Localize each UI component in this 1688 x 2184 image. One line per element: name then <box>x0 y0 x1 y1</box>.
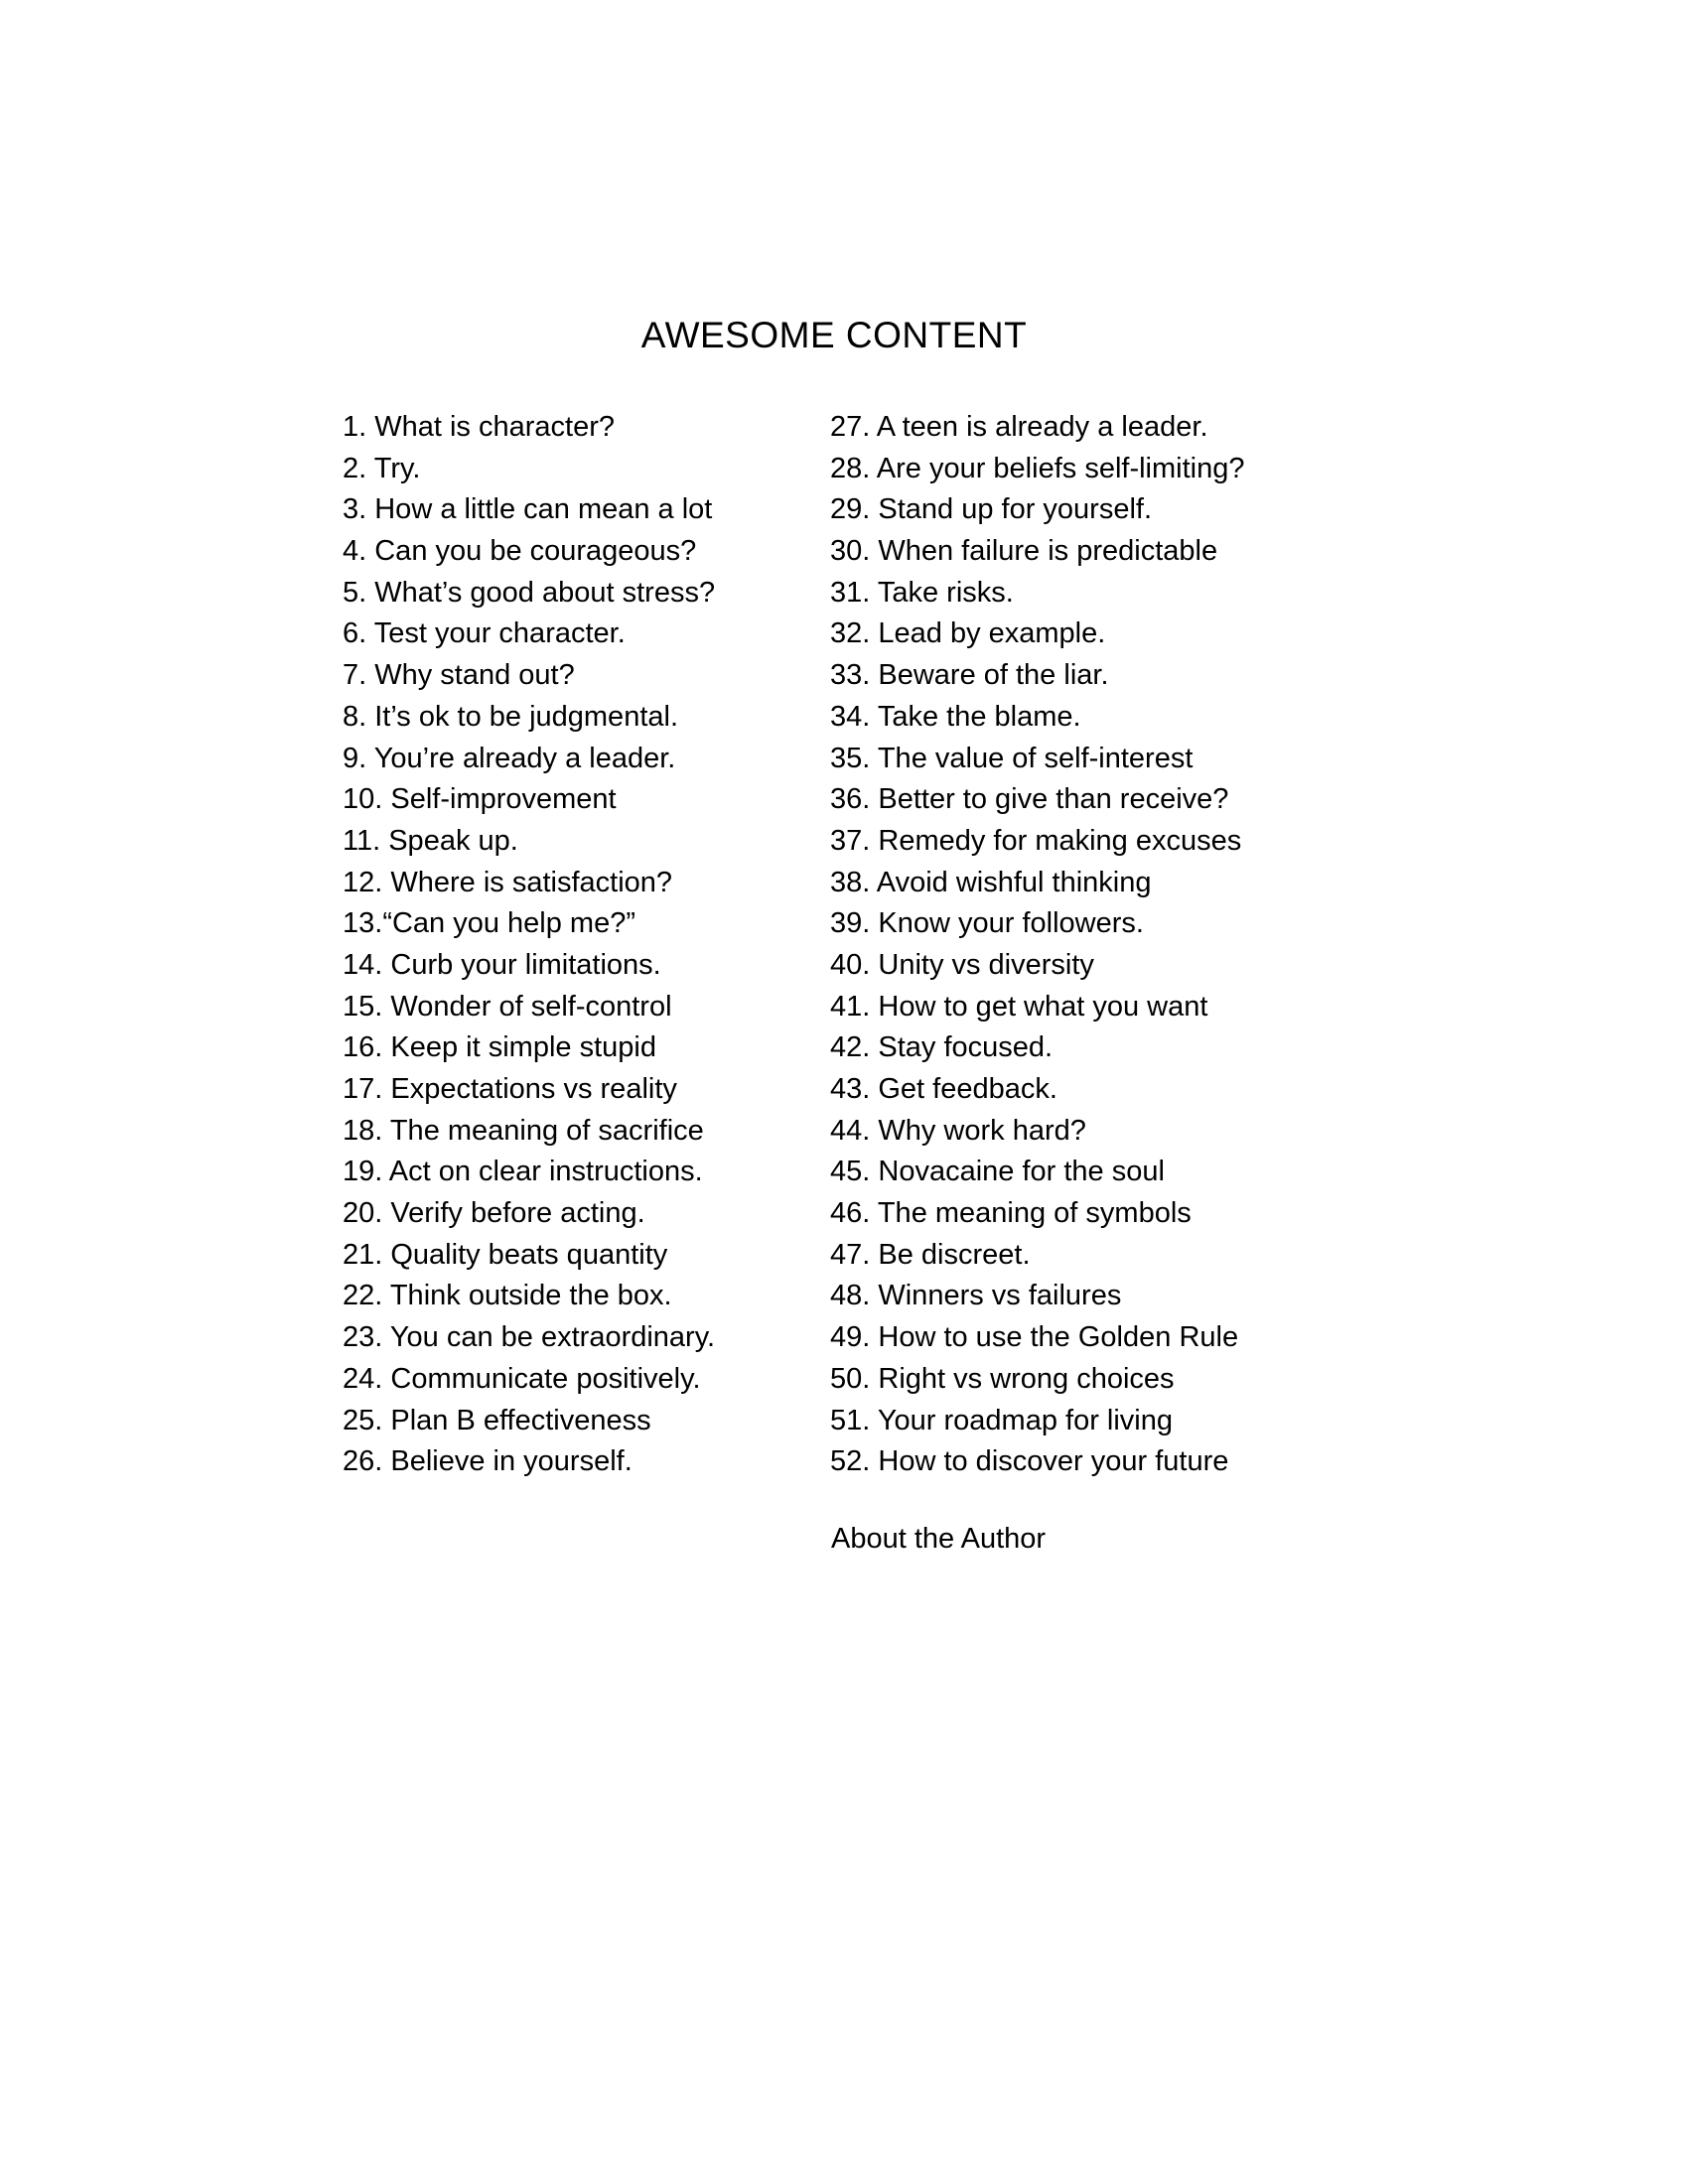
toc-item: 2. Try. <box>343 452 421 484</box>
toc-item: 30. When failure is predictable <box>830 535 1218 568</box>
toc-item: 36. Better to give than receive? <box>830 783 1229 816</box>
toc-item: 5. What’s good about stress? <box>343 576 716 609</box>
toc-item: 17. Expectations vs reality <box>343 1073 677 1105</box>
toc-item: 18. The meaning of sacrifice <box>343 1114 704 1147</box>
toc-item: 7. Why stand out? <box>343 659 575 692</box>
toc-item: 34. Take the blame. <box>830 700 1081 733</box>
toc-item: 9. You’re already a leader. <box>343 742 676 774</box>
toc-item: 1. What is character? <box>343 411 615 443</box>
toc-item: 26. Believe in yourself. <box>343 1445 633 1478</box>
toc-item: 40. Unity vs diversity <box>830 948 1094 981</box>
toc-item: 15. Wonder of self-control <box>343 990 672 1023</box>
toc-item: 33. Beware of the liar. <box>830 659 1109 692</box>
toc-item: 48. Winners vs failures <box>830 1280 1122 1312</box>
toc-item: 25. Plan B effectiveness <box>343 1404 651 1436</box>
toc-item: 21. Quality beats quantity <box>343 1238 668 1271</box>
toc-item: 14. Curb your limitations. <box>343 948 661 981</box>
toc-item: 45. Novacaine for the soul <box>830 1156 1165 1188</box>
toc-item: 3. How a little can mean a lot <box>343 493 713 526</box>
toc-item: 29. Stand up for yourself. <box>830 493 1153 526</box>
toc-item: 27. A teen is already a leader. <box>830 411 1208 443</box>
toc-item: 52. How to discover your future <box>830 1445 1229 1478</box>
toc-item: 50. Right vs wrong choices <box>830 1362 1175 1395</box>
toc-item: 23. You can be extraordinary. <box>343 1321 716 1354</box>
toc-item: 28. Are your beliefs self-limiting? <box>830 452 1245 484</box>
toc-item: 49. How to use the Golden Rule <box>830 1321 1239 1354</box>
toc-item: 43. Get feedback. <box>830 1073 1057 1105</box>
page-title: AWESOME CONTENT <box>640 315 1028 355</box>
toc-item: 20. Verify before acting. <box>343 1197 645 1230</box>
toc-item: 32. Lead by example. <box>830 617 1106 650</box>
toc-item: 41. How to get what you want <box>830 990 1208 1023</box>
toc-item: 44. Why work hard? <box>830 1114 1086 1147</box>
toc-item: 39. Know your followers. <box>830 907 1144 940</box>
toc-item: 31. Take risks. <box>830 576 1014 609</box>
toc-item: 38. Avoid wishful thinking <box>830 866 1152 898</box>
toc-item: 22. Think outside the box. <box>343 1280 672 1312</box>
toc-item: 16. Keep it simple stupid <box>343 1031 656 1064</box>
toc-item: 51. Your roadmap for living <box>830 1404 1173 1436</box>
toc-item: 47. Be discreet. <box>830 1238 1031 1271</box>
toc-item: 10. Self-improvement <box>343 783 617 816</box>
toc-item: 11. Speak up. <box>343 824 518 857</box>
toc-item: 24. Communicate positively. <box>343 1362 701 1395</box>
toc-left-column <box>343 407 715 1483</box>
toc-right-column <box>830 407 1244 1483</box>
toc-item: 6. Test your character. <box>343 617 626 650</box>
toc-item: 12. Where is satisfaction? <box>343 866 673 898</box>
toc-item: 46. The meaning of symbols <box>830 1197 1192 1230</box>
toc-item: 37. Remedy for making excuses <box>830 824 1242 857</box>
toc-item: 35. The value of self-interest <box>830 742 1194 774</box>
toc-item: 4. Can you be courageous? <box>343 535 697 568</box>
toc-item: 19. Act on clear instructions. <box>343 1156 703 1188</box>
toc-item: 8. It’s ok to be judgmental. <box>343 700 679 733</box>
about-author-entry: About the Author <box>831 1523 1047 1555</box>
toc-item: 42. Stay focused. <box>830 1031 1054 1064</box>
toc-item: 13.“Can you help me?” <box>343 907 635 940</box>
